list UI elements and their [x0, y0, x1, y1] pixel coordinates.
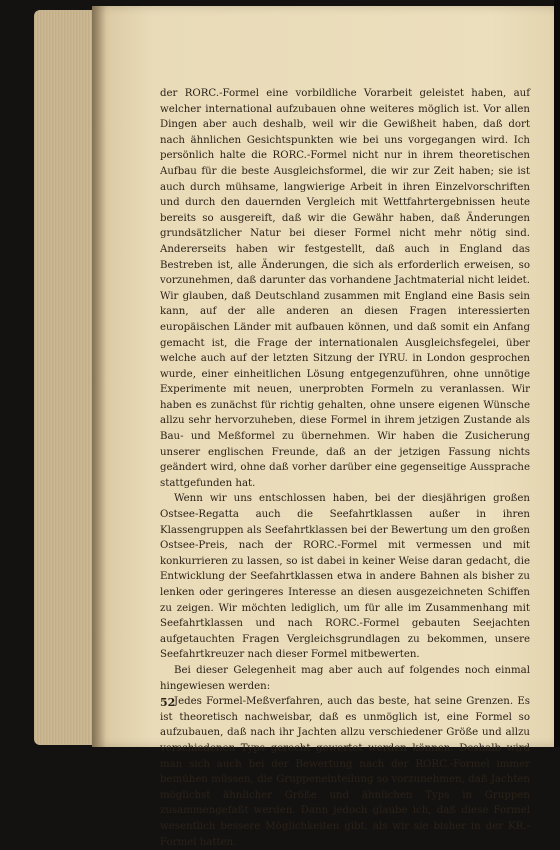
- body-text: [160, 86, 530, 850]
- paragraph-1: der RORC.-Formel eine vorbildliche Vorarbeit geleistet haben, auf welcher international aufzubauen ohne weiteres möglich ist. Vor allen Dingen aber auch deshalb, weil wir die Gewißheit haben, daß dort nach ähnlichen Gesichtspunkten wie bei uns vorgegangen wird. Ich persönlich halte die RORC.-Formel nicht nur in ihrem theoretischen Aufbau für die beste Ausgleichsformel, die wir zur Zeit haben; sie ist auch durch mühsame, langwierige Arbeit in ihren Einzelvorschriften und durch den dauernden Vergleich mit Wettfahrtergebnissen heute bereits so ausgereift, daß wir die Gewähr haben, daß Änderungen grundsätzlicher Natur bei dieser Formel nicht mehr nötig sind. Andererseits haben wir festgestellt, daß auch in England das Bestreben ist, alle Änderungen, die sich als erforderlich erweisen, so vorzunehmen, daß darunter das vorhandene Jachtmaterial nicht leidet. Wir glauben, daß Deutschland zusammen mit England eine Basis sein kann, auf der alle anderen an diesen Fragen interessierten europäischen Länder mit aufbauen können, und daß somit ein Anfang gemacht ist, die Frage der internationalen Ausgleichsfegelei, über welche auch auf der letzten Sitzung der IYRU. in London gesprochen wurde, einer einheitlichen Lösung entgegenzuführen, ohne unnötige Experimente mit neuen, unerprobten Formeln zu veranlassen. Wir haben es zunächst für richtig gehalten, ohne unsere eigenen Wünsche allzu sehr hervorzuheben, diese Formel in ihrem jetzigen Zustande als Bau- und Meßformel zu übernehmen. Wir haben die Zusicherung unserer englischen Freunde, daß an der jetzigen Fassung nichts geändert wird, ohne daß vorher darüber eine gegenseitige Aussprache stattgefunden hat.: [160, 88, 530, 489]
- scan-right-edge: [554, 0, 560, 747]
- paragraph-3: Bei dieser Gelegenheit mag aber auch auf folgendes noch einmal hingewiesen werden:: [160, 664, 530, 692]
- paragraph-2: Wenn wir uns entschlossen haben, bei der diesjährigen großen Ostsee-Regatta auch die Seefahrtklassen außer in ihren Klassengruppen als Seefahrtklassen bei der Bewertung um den großen Ostsee-Preis, nach der RORC.-Formel mit vermessen und mit konkurrieren zu lassen, so ist dabei in keiner Weise daran gedacht, die Entwicklung der Seefahrtklassen etwa in andere Bahnen als bisher zu lenken oder geringeres Interesse an diesen ausgezeichneten Schiffen zu zeigen. Wir möchten lediglich, um für alle im Zusammenhang mit Seefahrtklassen und nach RORC.-Formel gebauten Seejachten aufgetauchten Fragen Vergleichsgrundlagen zu bekommen, unsere Seefahrtkreuzer nach dieser Formel mitbewerten.: [160, 493, 530, 661]
- paragraph-4: Jedes Formel-Meßverfahren, auch das beste, hat seine Grenzen. Es ist theoretisch nachweisbar, daß es unmöglich ist, eine Formel so aufzubauen, daß nach ihr Jachten allzu verschiedener Größe und allzu verschiedenen Typs gerecht gewertet werden können. Deshalb wird man sich auch bei der Bewertung nach der RORC.-Formel immer bemühen müssen, die Gruppeneinteilung so vorzunehmen, daß Jachten möglichst ähnlicher Größe und ähnlichen Typs in Gruppen zusammengefaßt werden. Dann jedoch glaube ich, daß diese Formel wesentlich bessere Möglichkeiten gibt, als wir sie bisher in der KR.-Formel hatten.: [160, 696, 530, 848]
- page-number: 52: [160, 696, 176, 709]
- gutter-shadow: [92, 6, 106, 747]
